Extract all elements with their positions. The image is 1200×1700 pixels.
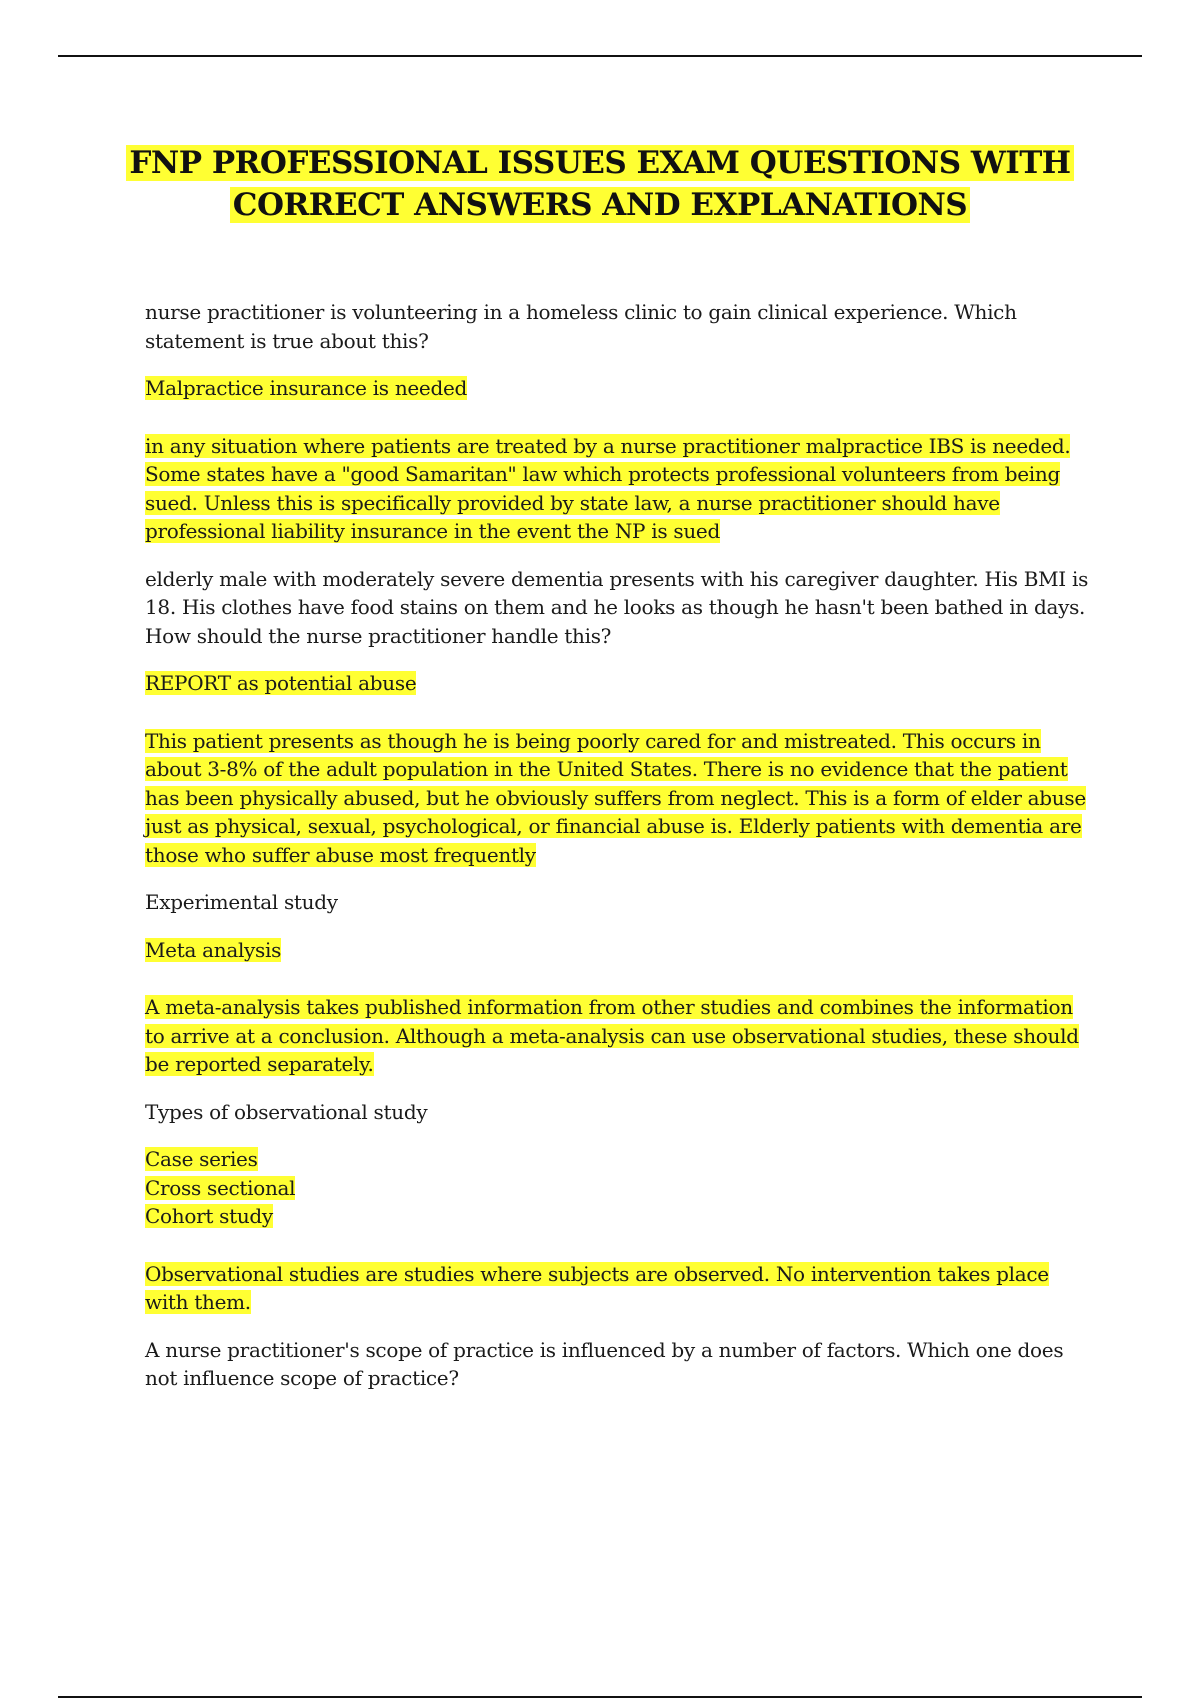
question-text: Experimental study [145,890,338,914]
answer-highlight: Malpractice insurance is needed [145,376,468,400]
answer-list-item: Cohort study [145,1204,273,1228]
explanation-highlight: A meta-analysis takes published information from other studies and combines the information to arrive at a conclusion. Although a meta-analysis can use observational studies, these should be reported separately. [145,995,1079,1076]
question-text: nurse practitioner is volunteering in a homeless clinic to gain clinical experience. Which statement is true about this? [145,300,1017,353]
explanation-text [145,993,1095,1079]
question-text: A nurse practitioner's scope of practice is influenced by a number of factors. Which one does not influence scope of practice? [145,1337,1064,1390]
explanation-text [145,1260,1095,1317]
bottom-rule [58,1696,1142,1698]
top-rule [58,55,1142,57]
answer-highlight: Meta analysis [145,937,282,962]
page-title [0,142,1200,226]
answer-list-item: Cross sectional [145,1175,296,1200]
explanation-highlight: Observational studies are studies where subjects are observed. No intervention takes place with them. [145,1261,1049,1314]
title-line-1: FNP PROFESSIONAL ISSUES EXAM QUESTIONS WITH [126,145,1073,181]
answer-list [145,1145,1095,1231]
answer-text [145,936,1095,965]
qa-content [145,298,1095,1412]
title-line-2: CORRECT ANSWERS AND EXPLANATIONS [230,187,970,223]
question-text: elderly male with moderately severe dementia presents with his caregiver daughter. His BMI is 18. His clothes have food stains on them and he looks as though he hasn't been bathed in days. How should the nurse practitioner handle this? [145,566,1089,648]
answer-text [145,374,1095,403]
answer-text [145,669,1095,698]
answer-highlight: REPORT as potential abuse [145,671,417,695]
answer-list-item: Case series [145,1147,258,1171]
explanation-text [145,432,1095,546]
explanation-highlight: This patient presents as though he is being poorly cared for and mistreated. This occurs in about 3-8% of the adult population in the United States. There is no evidence that the patient has been physically abused, but he obviously suffers from neglect. This is a form of elder abuse just as physical, sexual, psychological, or financial abuse is. Elderly patients with dementia are those who suffer abuse most frequently [145,728,1086,867]
explanation-text [145,727,1095,870]
question-text: Types of observational study [145,1099,428,1124]
explanation-highlight: in any situation where patients are treated by a nurse practitioner malpractice IBS is needed. Some states have a "good Samaritan" law which protects professional volunteers from being sued. Unless this is specifically provided by state law, a nurse practitioner should have professional liability insurance in the event the NP is sued [145,433,1071,543]
